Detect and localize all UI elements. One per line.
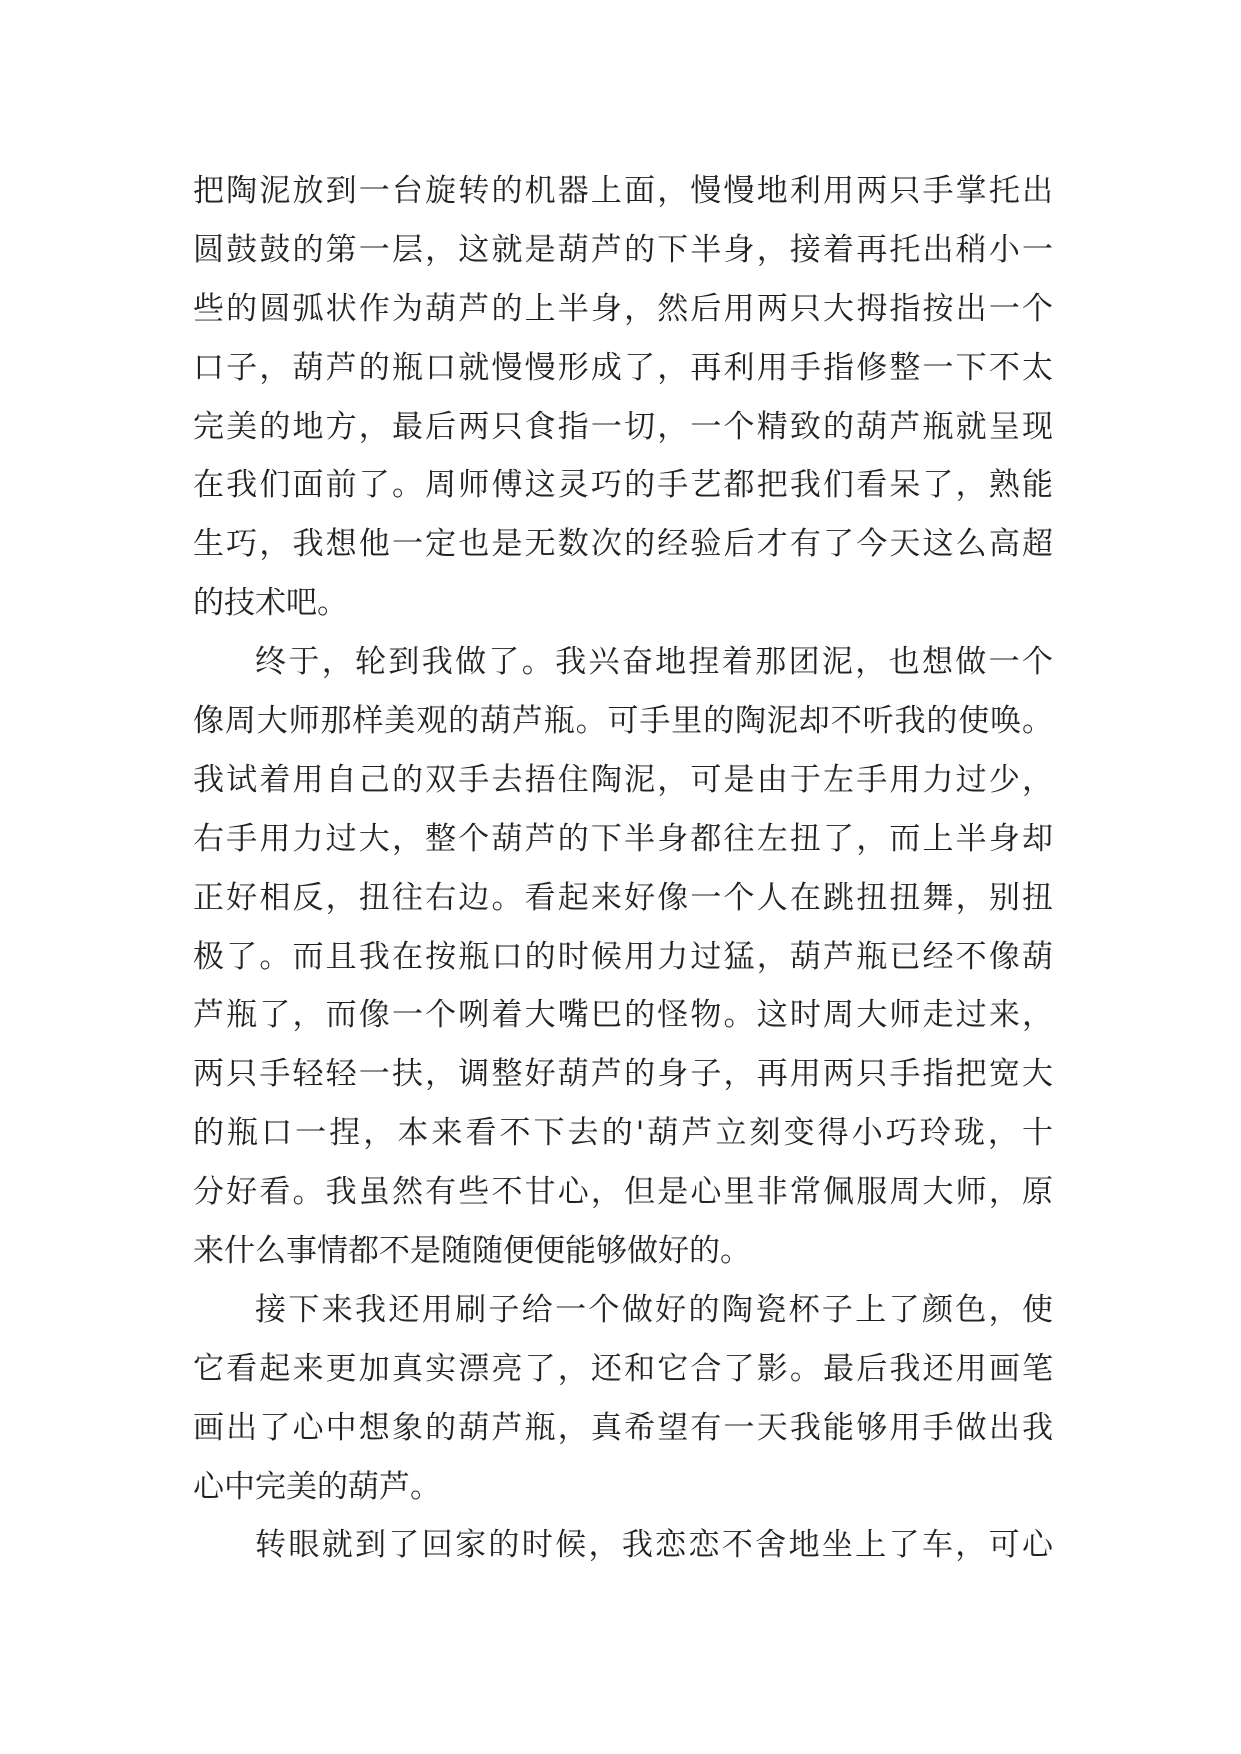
paragraph-3-line-3: 画出了心中想象的葫芦瓶，真希望有一天我能够用手做出我: [193, 1409, 1053, 1446]
paragraph-1-line-4: 口子，葫芦的瓶口就慢慢形成了，再利用手指修整一下不太: [193, 349, 1053, 386]
paragraph-2-line-8: 两只手轻轻一扶，调整好葫芦的身子，再用两只手指把宽大: [193, 1056, 1053, 1093]
paragraph-1-line-2: 圆鼓鼓的第一层，这就是葫芦的下半身，接着再托出稍小一: [193, 231, 1053, 268]
paragraph-2-line-6: 极了。而且我在按瓶口的时候用力过猛，葫芦瓶已经不像葫: [193, 938, 1053, 975]
paragraph-2-line-11: 来什么事情都不是随随便便能够做好的。: [193, 1233, 751, 1270]
paragraph-1-line-7: 生巧，我想他一定也是无数次的经验后才有了今天这么高超: [193, 526, 1053, 563]
paragraph-1-line-3: 些的圆弧状作为葫芦的上半身，然后用两只大拇指按出一个: [193, 290, 1053, 327]
paragraph-4-line-1: 转眼就到了回家的时候，我恋恋不舍地坐上了车，可心: [255, 1527, 1053, 1564]
paragraph-1-line-5: 完美的地方，最后两只食指一切，一个精致的葫芦瓶就呈现: [193, 408, 1053, 445]
paragraph-1-line-1: 把陶泥放到一台旋转的机器上面，慢慢地利用两只手掌托出: [193, 173, 1053, 209]
paragraph-2-line-2: 像周大师那样美观的葫芦瓶。可手里的陶泥却不听我的使唤。: [193, 703, 1053, 740]
paragraph-2-line-3: 我试着用自己的双手去捂住陶泥，可是由于左手用力过少，: [193, 761, 1053, 798]
paragraph-2-line-7: 芦瓶了，而像一个咧着大嘴巴的怪物。这时周大师走过来，: [193, 997, 1053, 1034]
paragraph-1-line-6: 在我们面前了。周师傅这灵巧的手艺都把我们看呆了，熟能: [193, 467, 1053, 504]
paragraph-1-line-8: 的技术吧。: [193, 585, 348, 622]
body-text: [193, 162, 1053, 1575]
paragraph-3-line-2: 它看起来更加真实漂亮了，还和它合了影。最后我还用画笔: [193, 1350, 1053, 1387]
paragraph-2-line-9: 的瓶口一捏，本来看不下去的'葫芦立刻变得小巧玲珑，十: [193, 1115, 1053, 1152]
paragraph-3-line-4: 心中完美的葫芦。: [193, 1468, 441, 1505]
paragraph-2-line-1: 终于，轮到我做了。我兴奋地捏着那团泥，也想做一个: [255, 644, 1053, 681]
paragraph-2-line-4: 右手用力过大，整个葫芦的下半身都往左扭了，而上半身却: [193, 820, 1053, 857]
paragraph-2-line-10: 分好看。我虽然有些不甘心，但是心里非常佩服周大师，原: [193, 1174, 1053, 1211]
paragraph-2-line-5: 正好相反，扭往右边。看起来好像一个人在跳扭扭舞，别扭: [193, 879, 1053, 916]
paragraph-3-line-1: 接下来我还用刷子给一个做好的陶瓷杯子上了颜色，使: [255, 1291, 1053, 1328]
